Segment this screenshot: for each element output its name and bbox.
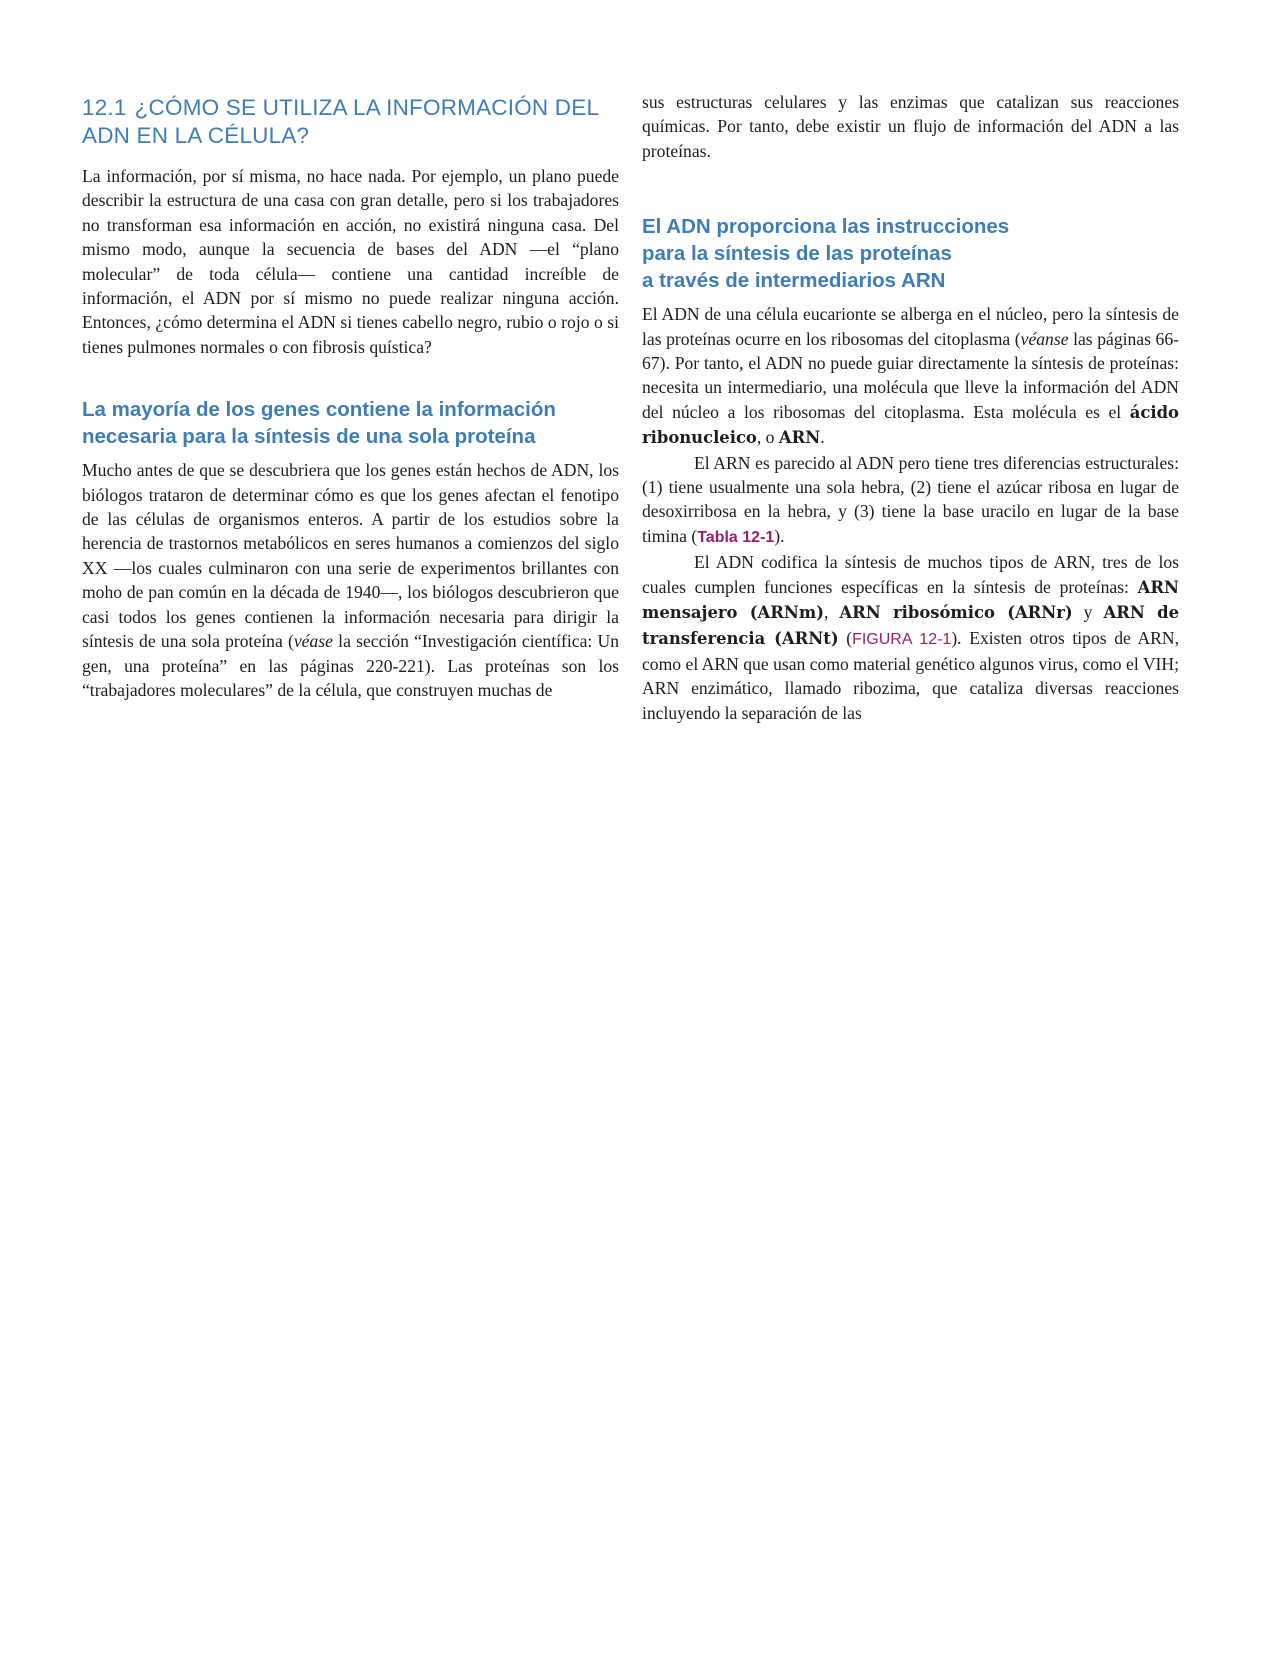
paragraph-text: El ADN de una célula eucarionte se alberga en el núcleo, pero la síntesis de las proteínas ocurre en los ribosomas del citoplasma ( bbox=[642, 304, 1179, 349]
subheading-line: para la síntesis de las proteínas bbox=[642, 242, 952, 266]
paragraph-text: la sección “Investigación científica: Un gen, una proteína” en las páginas 220-221). Las proteínas son los “trabajadores moleculares” de la célula, que construyen muchas de bbox=[82, 631, 620, 700]
subheading-arn-intermediaries bbox=[642, 213, 1179, 294]
key-term: ARN ribosómico (ARNr) bbox=[839, 603, 1073, 623]
subheading-genes-proteins bbox=[82, 396, 619, 450]
paragraph-text: , o bbox=[756, 427, 779, 448]
section-title: ¿CÓMO SE UTILIZA LA INFORMACIÓN DEL ADN EN LA CÉLULA? bbox=[82, 95, 599, 148]
paragraph-text: Mucho antes de que se descubriera que los genes están hechos de ADN, los biólogos trataron de determinar cómo es que los genes afectan el fenotipo de las células de organismos enteros. A partir de los estudios sobre la herencia de trastornos metabólicos en seres humanos a comienzos del siglo XX —los cuales culminaron con una serie de experimentos brillantes con moho de pan común en la década de 1940—, los biólogos descubrieron que casi todos los genes contienen la información necesaria para dirigir la síntesis de una sola proteína ( bbox=[82, 460, 619, 652]
paragraph-text: ). Existen otros tipos de ARN, como el ARN que usan como material genético algunos virus, como el VIH; ARN enzimático, llamado ribozima, que cataliza diversas reacciones incluyendo la separación de las bbox=[642, 627, 1180, 723]
paragraph-text: ). bbox=[774, 525, 785, 546]
arn-paragraph bbox=[642, 302, 1179, 450]
subheading-line: La mayoría de los genes contiene la información bbox=[82, 398, 556, 422]
paragraph-text: las páginas 66-67). Por tanto, el ADN no puede guiar directamente la síntesis de proteínas: necesita un intermediario, una molécula que lleve la información del ADN del núcleo a los ribosomas del citoplasma. Esta molécula es el bbox=[642, 328, 1179, 422]
italic-word: véase bbox=[293, 631, 333, 652]
italic-word: véanse bbox=[1020, 328, 1069, 349]
arn-types-paragraph bbox=[642, 550, 1179, 725]
paragraph-text: El ADN codifica la síntesis de muchos tipos de ARN, tres de los cuales cumplen funciones específicas en la síntesis de proteínas: bbox=[642, 552, 1179, 597]
paragraph-text: El ARN es parecido al ADN pero tiene tres diferencias estructurales: (1) tiene usualmente una sola hebra, (2) tiene el azúcar ribosa en lugar de desoxirribosa en la hebra, y (3) tiene la base uracilo en lugar de la base timina ( bbox=[642, 452, 1179, 546]
paragraph-text: . bbox=[820, 427, 825, 448]
paragraph-text: , bbox=[823, 602, 840, 623]
genes-paragraph bbox=[82, 458, 619, 702]
key-term: ARN mensajero (ARNm) bbox=[642, 577, 1179, 623]
differences-paragraph bbox=[642, 451, 1179, 551]
subheading-line: a través de intermediarios ARN bbox=[642, 269, 946, 293]
key-term: ARN bbox=[778, 428, 821, 448]
intro-paragraph: La información, por sí misma, no hace nada. Por ejemplo, un plano puede describir la estructura de una casa con gran detalle, pero si los trabajadores no transforman esa información en acción, no existirá ninguna casa. Del mismo modo, aunque la secuencia de bases del ADN —el “plano molecular” de toda célula— contiene una cantidad increíble de información, el ADN por sí mismo no puede realizar ninguna acción. Entonces, ¿cómo determina el ADN si tienes cabello negro, rubio o rojo o si tienes pulmones normales o con fibrosis quística? bbox=[82, 166, 619, 357]
left-column bbox=[82, 90, 619, 702]
subheading-line: El ADN proporciona las instrucciones bbox=[642, 215, 1010, 239]
key-term: ARN de transferencia (ARNt) bbox=[642, 603, 1180, 648]
section-heading bbox=[82, 94, 619, 150]
paragraph-text: ( bbox=[838, 627, 853, 648]
table-reference-link[interactable]: Tabla 12-1 bbox=[697, 528, 775, 546]
subheading-line: necesaria para la síntesis de una sola proteína bbox=[82, 425, 536, 449]
paragraph-text: y bbox=[1072, 602, 1104, 623]
key-term: ácido ribonucleico bbox=[642, 402, 1179, 448]
right-column bbox=[642, 90, 1179, 725]
section-number: 12.1 bbox=[82, 95, 127, 120]
figure-reference-link[interactable]: FIGURA 12-1 bbox=[852, 630, 952, 648]
continuation-paragraph: sus estructuras celulares y las enzimas que catalizan sus reacciones químicas. Por tanto, debe existir un flujo de información del ADN a las proteínas. bbox=[642, 92, 1179, 161]
